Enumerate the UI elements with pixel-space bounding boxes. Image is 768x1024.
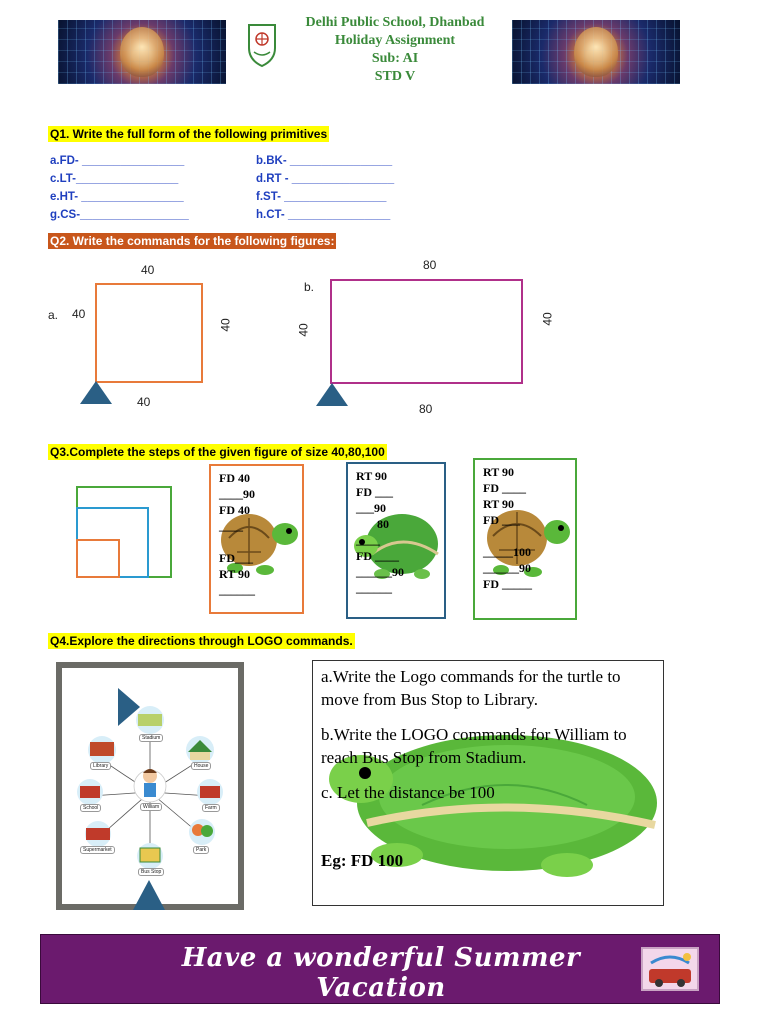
- school-crest-logo: [246, 22, 278, 68]
- q1-heading: Q1. Write the full form of the following primitives: [50, 127, 328, 141]
- turtle-triangle-b-icon: [316, 383, 348, 407]
- school-name: Delhi Public School, Dhanbad: [305, 15, 485, 30]
- map-label-house: House: [191, 762, 211, 770]
- map-label-bus-stop: Bus Stop: [138, 868, 164, 876]
- figure-a-left-length: 40: [72, 307, 86, 321]
- q4-heading: Q4.Explore the directions through LOGO commands.: [50, 634, 353, 648]
- q4-question-box: [312, 660, 664, 906]
- primitive-ct: h.CT- ________________: [256, 209, 391, 221]
- steps-card-1: [209, 464, 304, 614]
- figure-b-rectangle: [330, 279, 523, 384]
- figure-b-right-length: 40: [540, 312, 555, 326]
- figure-b-left-length: 40: [296, 323, 311, 337]
- figure-a-right-length: 40: [218, 318, 233, 332]
- figure-a-square: [95, 283, 203, 383]
- steps-card-2: [346, 462, 446, 619]
- q3-heading: Q3.Complete the steps of the given figure of size 40,80,100: [50, 445, 385, 459]
- banner-text: Have a wonderful Summer Vacation: [181, 943, 581, 1003]
- map-label-william: William: [140, 803, 162, 811]
- square-40: [76, 539, 120, 578]
- map-label-school: School: [80, 804, 101, 812]
- primitive-bk: b.BK- ________________: [256, 155, 393, 167]
- figure-b-top-length: 80: [423, 258, 437, 272]
- primitive-lt: c.LT-________________: [50, 173, 179, 185]
- q4-part-c: c. Let the distance be 100: [321, 783, 495, 802]
- map-label-supermarket: Supermarket: [80, 846, 115, 854]
- figure-b-bottom-length: 80: [419, 402, 433, 416]
- map-label-stadium: Stadium: [139, 734, 163, 742]
- map-label-park: Park: [193, 846, 209, 854]
- primitive-fd: a.FD- ________________: [50, 155, 185, 167]
- primitive-ht: e.HT- ________________: [50, 191, 184, 203]
- card-3-steps: RT 90 FD ____ RT 90 FD ___ _____100 ______90 FD _____: [483, 465, 532, 591]
- q4-part-b: b.Write the LOGO commands for William to reach Bus Stop from Stadium.: [321, 725, 627, 767]
- turtle-pointer-up-icon: [133, 880, 165, 910]
- summer-banner: [40, 934, 720, 1004]
- q4-part-a: a.Write the Logo commands for the turtle to move from Bus Stop to Library.: [321, 667, 621, 709]
- header-right-image: [512, 20, 680, 84]
- subject-line: Sub: AI: [371, 51, 419, 66]
- figure-a-label: a.: [48, 308, 59, 322]
- assignment-title: Holiday Assignment: [334, 33, 456, 48]
- direction-map: [56, 662, 244, 910]
- figure-a-bottom-length: 40: [137, 395, 151, 409]
- primitive-cs: g.CS-_________________: [50, 209, 189, 221]
- turtle-pointer-right-icon: [118, 688, 140, 726]
- figure-b-label: b.: [304, 280, 315, 294]
- q4-example: Eg: FD 100: [321, 851, 404, 870]
- summer-badge-icon: [641, 947, 699, 991]
- primitive-st: f.ST- ________________: [256, 191, 387, 203]
- direction-map-canvas: [62, 668, 238, 904]
- figure-a-top-length: 40: [141, 263, 155, 277]
- card-1-steps: FD 40 ____90 FD 40 ____ FD___ RT 90 ______: [219, 471, 255, 597]
- steps-card-3: [473, 458, 577, 620]
- q2-heading: Q2. Write the commands for the following figures:: [50, 234, 335, 248]
- header-left-image: [58, 20, 226, 84]
- map-label-farm: Farm: [202, 804, 220, 812]
- class-line: STD V: [374, 69, 416, 84]
- map-label-library: Library: [90, 762, 111, 770]
- card-2-steps: RT 90 FD ___ ___90 80 ____ FD ____ ______90 ______: [356, 469, 404, 595]
- turtle-triangle-a-icon: [80, 381, 112, 405]
- primitive-rt: d.RT - ________________: [256, 173, 395, 185]
- summer-badge-graphic: [643, 949, 697, 989]
- school-header: [290, 14, 500, 86]
